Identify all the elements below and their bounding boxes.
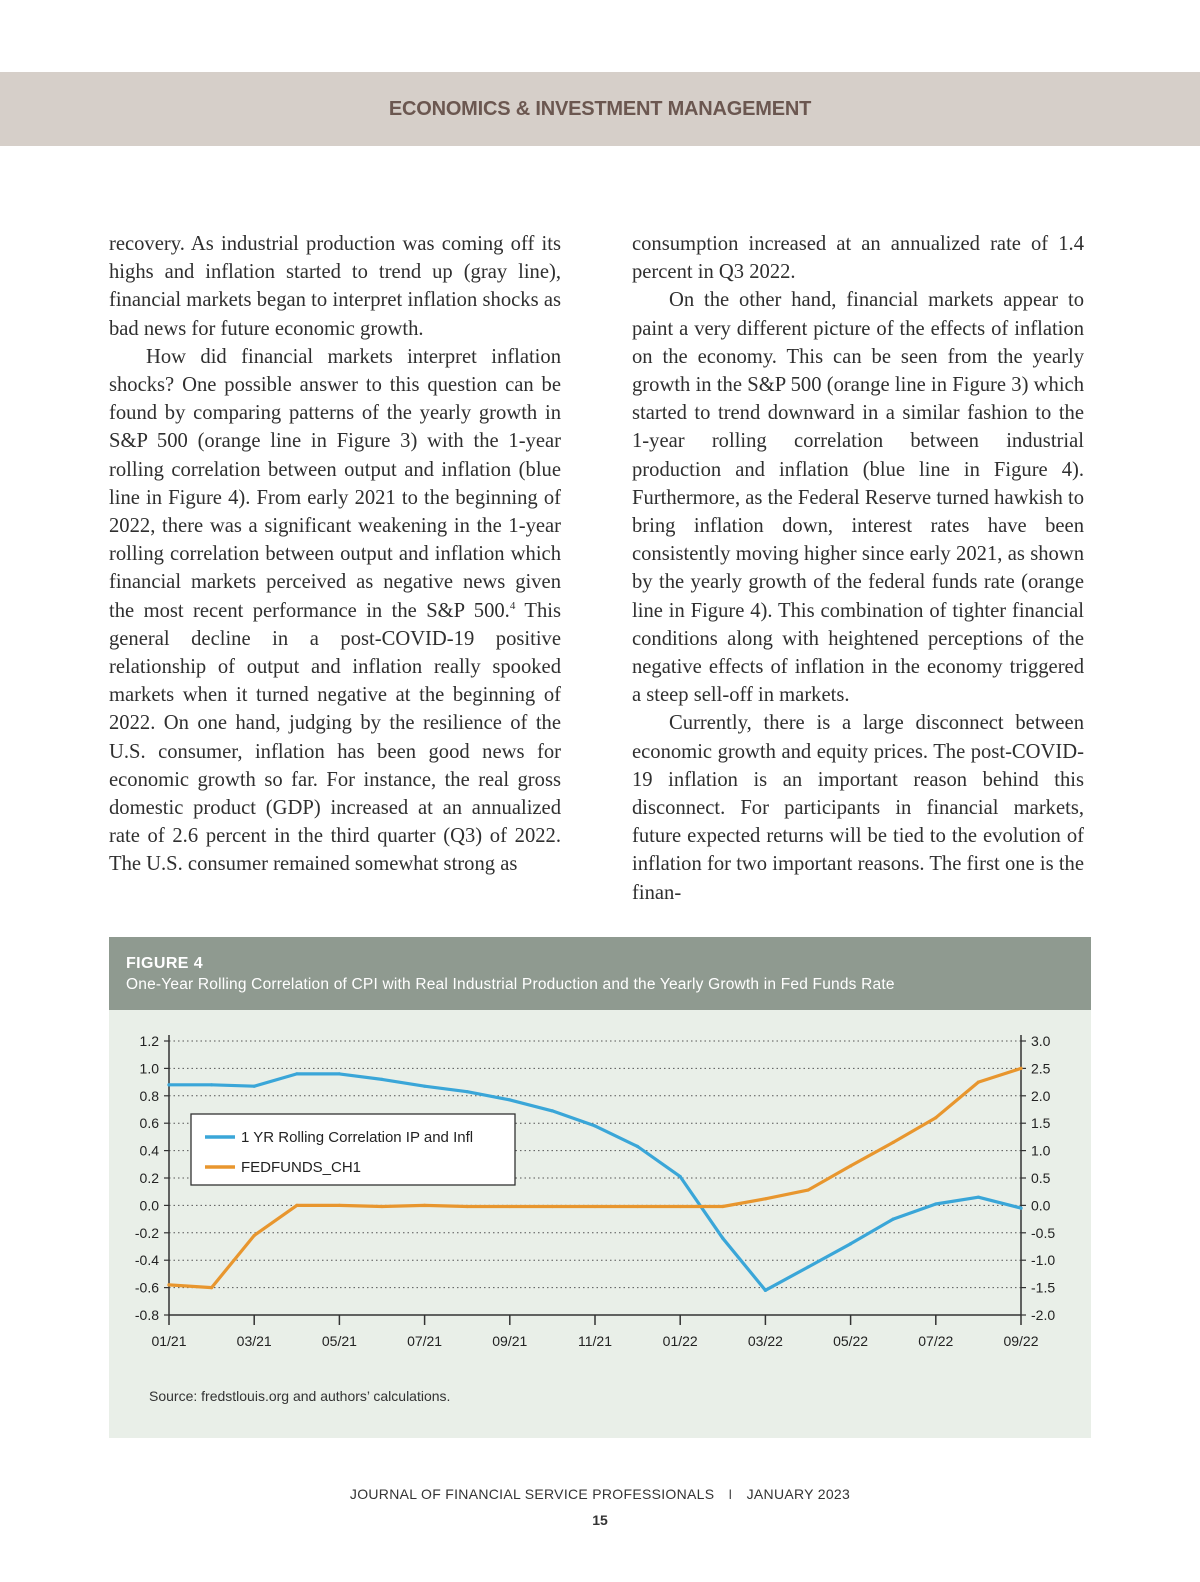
x-tick-label: 09/22: [1003, 1333, 1039, 1349]
paragraph: On the other hand, financial markets appear to paint a very different picture of the effects of inflation on the economy. This can be seen from the yearly growth in the S&P 500 (orange line in Figure 3) which started to trend downward in a similar fashion to the 1-year rolling correlation between industrial production and inflation (blue line in Figure 4). Furthermore, as the Federal Reserve turned hawkish to bring inflation down, interest rates have been consistently moving higher since early 2021, as shown by the yearly growth of the federal funds rate (orange line in Figure 4). This combination of tighter financial conditions along with heightened perceptions of the negative effects of inflation in the economy triggered a steep sell-off in markets.: [632, 289, 1084, 707]
data-point-series-2: [721, 1205, 724, 1208]
data-point-series-2: [253, 1234, 256, 1237]
data-point-series-2: [1019, 1067, 1022, 1070]
data-point-series-2: [423, 1204, 426, 1207]
figure-caption: One-Year Rolling Correlation of CPI with Real Industrial Production and the Yearly Growth in Fed Funds Rate: [126, 976, 895, 993]
data-point-series-1: [977, 1196, 980, 1199]
data-point-series-2: [508, 1205, 511, 1208]
y-left-tick-label: 0.2: [139, 1170, 159, 1186]
section-header: [0, 72, 1200, 146]
y-left-tick-label: -0.4: [134, 1252, 159, 1269]
data-point-series-1: [551, 1109, 554, 1112]
data-point-series-1: [636, 1145, 639, 1148]
y-right-tick-label: 1.5: [1031, 1115, 1051, 1132]
x-tick-label: 07/22: [918, 1333, 954, 1349]
x-tick-label: 09/21: [492, 1333, 528, 1349]
x-tick-label: 03/22: [747, 1333, 783, 1349]
x-tick-label: 11/21: [578, 1333, 612, 1349]
paragraph: consumption increased at an annualized rate of 1.4 percent in Q3 2022.: [632, 233, 1084, 284]
y-left-tick-label: -0.6: [134, 1279, 159, 1296]
figure-4: [109, 937, 1091, 1438]
data-point-series-1: [210, 1083, 213, 1086]
y-left-tick-label: 1.2: [139, 1033, 159, 1049]
data-point-series-2: [466, 1205, 469, 1208]
y-right-tick-label: -0.5: [1031, 1224, 1056, 1241]
line-chart: [109, 937, 1091, 1438]
legend-label: 1 YR Rolling Correlation IP and Infl: [241, 1129, 474, 1146]
body-right-column: [632, 230, 1084, 907]
page-number: 15: [592, 1512, 608, 1528]
paragraph-text: This general decline in a post-COVID-19 positive relationship of output and inflation really spooked markets when it turned negative at the beginning of 2022. On one hand, judging by the resilience of the U.S. consumer, inflation has been good news for economic growth so far. For instance, the real gross domestic product (GDP) increased at an annualized rate of 2.6 percent in the third quarter (Q3) of 2022. The U.S. consumer remained somewhat strong as: [109, 599, 561, 876]
data-point-series-1: [423, 1085, 426, 1088]
figure-source: Source: fredstlouis.org and authors’ calculations.: [149, 1388, 451, 1404]
x-tick-label: 01/22: [662, 1333, 698, 1349]
y-right-tick-label: 1.0: [1031, 1142, 1051, 1159]
y-right-tick-label: -2.0: [1031, 1307, 1056, 1323]
legend-label: FEDFUNDS_CH1: [241, 1159, 362, 1176]
x-tick-label: 05/22: [833, 1333, 869, 1349]
x-tick-label: 01/21: [151, 1333, 187, 1349]
data-point-series-2: [295, 1204, 298, 1207]
x-tick-label: 07/21: [407, 1333, 443, 1349]
y-left-tick-label: 0.0: [139, 1197, 159, 1214]
data-point-series-2: [934, 1116, 937, 1119]
data-point-series-2: [636, 1205, 639, 1208]
data-point-series-2: [593, 1205, 596, 1208]
y-left-tick-label: -0.2: [134, 1224, 159, 1241]
figure-label: FIGURE 4: [126, 955, 203, 972]
data-point-series-2: [380, 1205, 383, 1208]
data-point-series-2: [764, 1197, 767, 1200]
data-point-series-1: [721, 1237, 724, 1240]
data-point-series-1: [934, 1202, 937, 1205]
data-point-series-2: [849, 1164, 852, 1167]
y-left-tick-label: 0.6: [139, 1115, 159, 1132]
data-point-series-1: [380, 1078, 383, 1081]
y-left-tick-label: 0.8: [139, 1087, 159, 1104]
data-point-series-1: [764, 1289, 767, 1292]
y-left-tick-label: 0.4: [139, 1142, 159, 1159]
y-right-tick-label: 0.0: [1031, 1197, 1051, 1214]
paragraph: recovery. As industrial production was coming off its highs and inflation started to trend up (gray line), financial markets began to interpret inflation shocks as bad news for future economic growth.: [109, 233, 561, 340]
data-point-series-1: [849, 1242, 852, 1245]
data-point-series-1: [338, 1072, 341, 1075]
data-point-series-2: [679, 1205, 682, 1208]
body-left-column: [109, 230, 561, 879]
data-point-series-1: [508, 1098, 511, 1101]
data-point-series-1: [892, 1218, 895, 1221]
data-point-series-1: [253, 1085, 256, 1088]
y-right-tick-label: -1.0: [1031, 1252, 1056, 1269]
x-tick-label: 05/21: [321, 1333, 357, 1349]
footer-separator: I: [728, 1486, 733, 1502]
y-left-tick-label: 1.0: [139, 1060, 159, 1077]
data-point-series-2: [551, 1205, 554, 1208]
data-point-series-2: [892, 1141, 895, 1144]
data-point-series-1: [679, 1175, 682, 1178]
data-point-series-1: [167, 1083, 170, 1086]
y-left-tick-label: -0.8: [134, 1307, 159, 1323]
data-point-series-2: [977, 1081, 980, 1084]
data-point-series-1: [466, 1090, 469, 1093]
y-right-tick-label: 2.0: [1031, 1087, 1051, 1104]
journal-name: JOURNAL OF FINANCIAL SERVICE PROFESSIONALS: [349, 1486, 715, 1502]
data-point-series-2: [338, 1204, 341, 1207]
data-point-series-2: [806, 1188, 809, 1191]
paragraph: Currently, there is a large disconnect between economic growth and equity prices. The post-COVID-19 inflation is an important reason behind this disconnect. For participants in financial markets, future expected returns will be tied to the evolution of inflation for two important reasons. The first one is the finan-: [632, 712, 1084, 904]
data-point-series-1: [295, 1072, 298, 1075]
data-point-series-1: [806, 1265, 809, 1268]
paragraph: [109, 343, 561, 879]
y-right-tick-label: 2.5: [1031, 1060, 1051, 1077]
y-right-tick-label: 3.0: [1031, 1033, 1051, 1049]
section-title: ECONOMICS & INVESTMENT MANAGEMENT: [388, 97, 812, 120]
footnote-marker[interactable]: 4: [509, 599, 516, 612]
x-tick-label: 03/21: [236, 1333, 272, 1349]
data-point-series-1: [593, 1124, 596, 1127]
paragraph-text: How did financial markets interpret inflation shocks? One possible answer to this question can be found by comparing patterns of the yearly growth in S&P 500 (orange line in Figure 3) with the 1-year rolling correlation between output and inflation (blue line in Figure 4). From early 2021 to the beginning of 2022, there was a significant weakening in the 1-year rolling correlation between output and inflation which financial markets perceived as negative news given the most recent performance in the S&P 500.: [109, 345, 561, 622]
page-footer: [0, 1486, 1200, 1502]
data-point-series-1: [1019, 1207, 1022, 1210]
y-right-tick-label: 0.5: [1031, 1170, 1051, 1186]
data-point-series-2: [167, 1283, 170, 1286]
issue-date: JANUARY 2023: [746, 1486, 851, 1502]
data-point-series-2: [210, 1286, 213, 1289]
y-right-tick-label: -1.5: [1031, 1279, 1056, 1296]
